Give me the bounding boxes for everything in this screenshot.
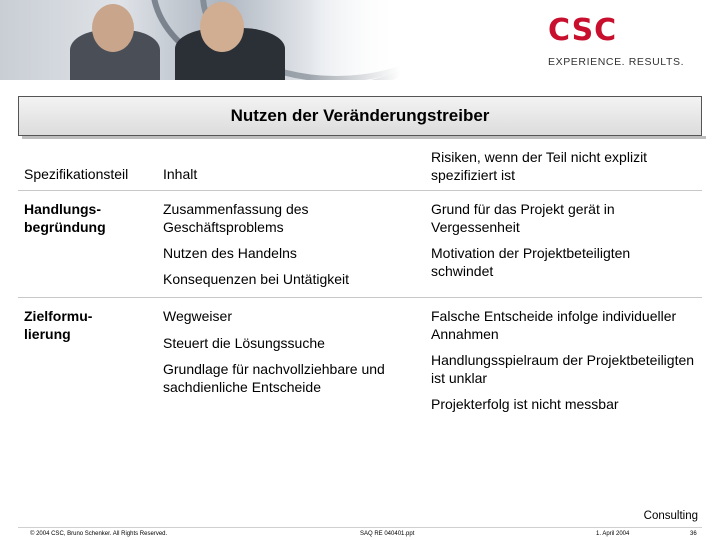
- row2-content-1: Wegweiser: [163, 308, 232, 324]
- logo-tagline: EXPERIENCE. RESULTS.: [548, 56, 685, 68]
- row2-label: Zielformu- lierung: [24, 308, 93, 342]
- footer-copyright: © 2004 CSC, Bruno Schenker. All Rights Reserved.: [30, 531, 168, 537]
- row2-risk-3: Projekterfolg ist nicht messbar: [431, 396, 619, 412]
- footer-date: 1. April 2004: [596, 531, 630, 537]
- footer-page-number: 36: [690, 531, 697, 537]
- row1-risk-2: Motivation der Projektbeteiligten schwindet: [431, 245, 631, 279]
- row1-content-3: Konsequenzen bei Untätigkeit: [163, 271, 350, 287]
- row1-label: Handlungs- begründung: [24, 201, 106, 235]
- header-spezifikationsteil: Spezifikationsteil: [24, 166, 129, 182]
- row2-risk-1: Falsche Entscheide infolge individueller Annahmen: [431, 308, 677, 342]
- row1-content-1: Zusammenfassung des Geschäftsproblems: [163, 201, 309, 235]
- footer-doc-id: SAQ RE 040401.ppt: [360, 531, 415, 537]
- row-divider: [18, 297, 702, 298]
- title-shadow: [22, 136, 706, 139]
- row2-risk-2: Handlungsspielraum der Projektbeteiligten ist unklar: [431, 352, 695, 386]
- consulting-label: Consulting: [643, 510, 698, 522]
- header-inhalt: Inhalt: [163, 166, 198, 182]
- row2-content-2: Steuert die Lösungssuche: [163, 335, 325, 351]
- header-risiken: Risiken, wenn der Teil nicht explizit spezifiziert ist: [431, 149, 648, 183]
- csc-logo: [548, 13, 708, 68]
- header-divider: [18, 190, 702, 191]
- header-photo: [0, 0, 400, 80]
- footer-divider: [18, 527, 702, 528]
- logo-mark: CSC: [548, 13, 618, 48]
- page-title: Nutzen der Veränderungstreiber: [230, 106, 490, 125]
- row1-content-2: Nutzen des Handelns: [163, 245, 297, 261]
- row2-content-3: Grundlage für nachvollziehbare und sachdienliche Entscheide: [163, 361, 385, 395]
- title-bar: [18, 96, 702, 136]
- row1-risk-1: Grund für das Projekt gerät in Vergessenheit: [431, 201, 615, 235]
